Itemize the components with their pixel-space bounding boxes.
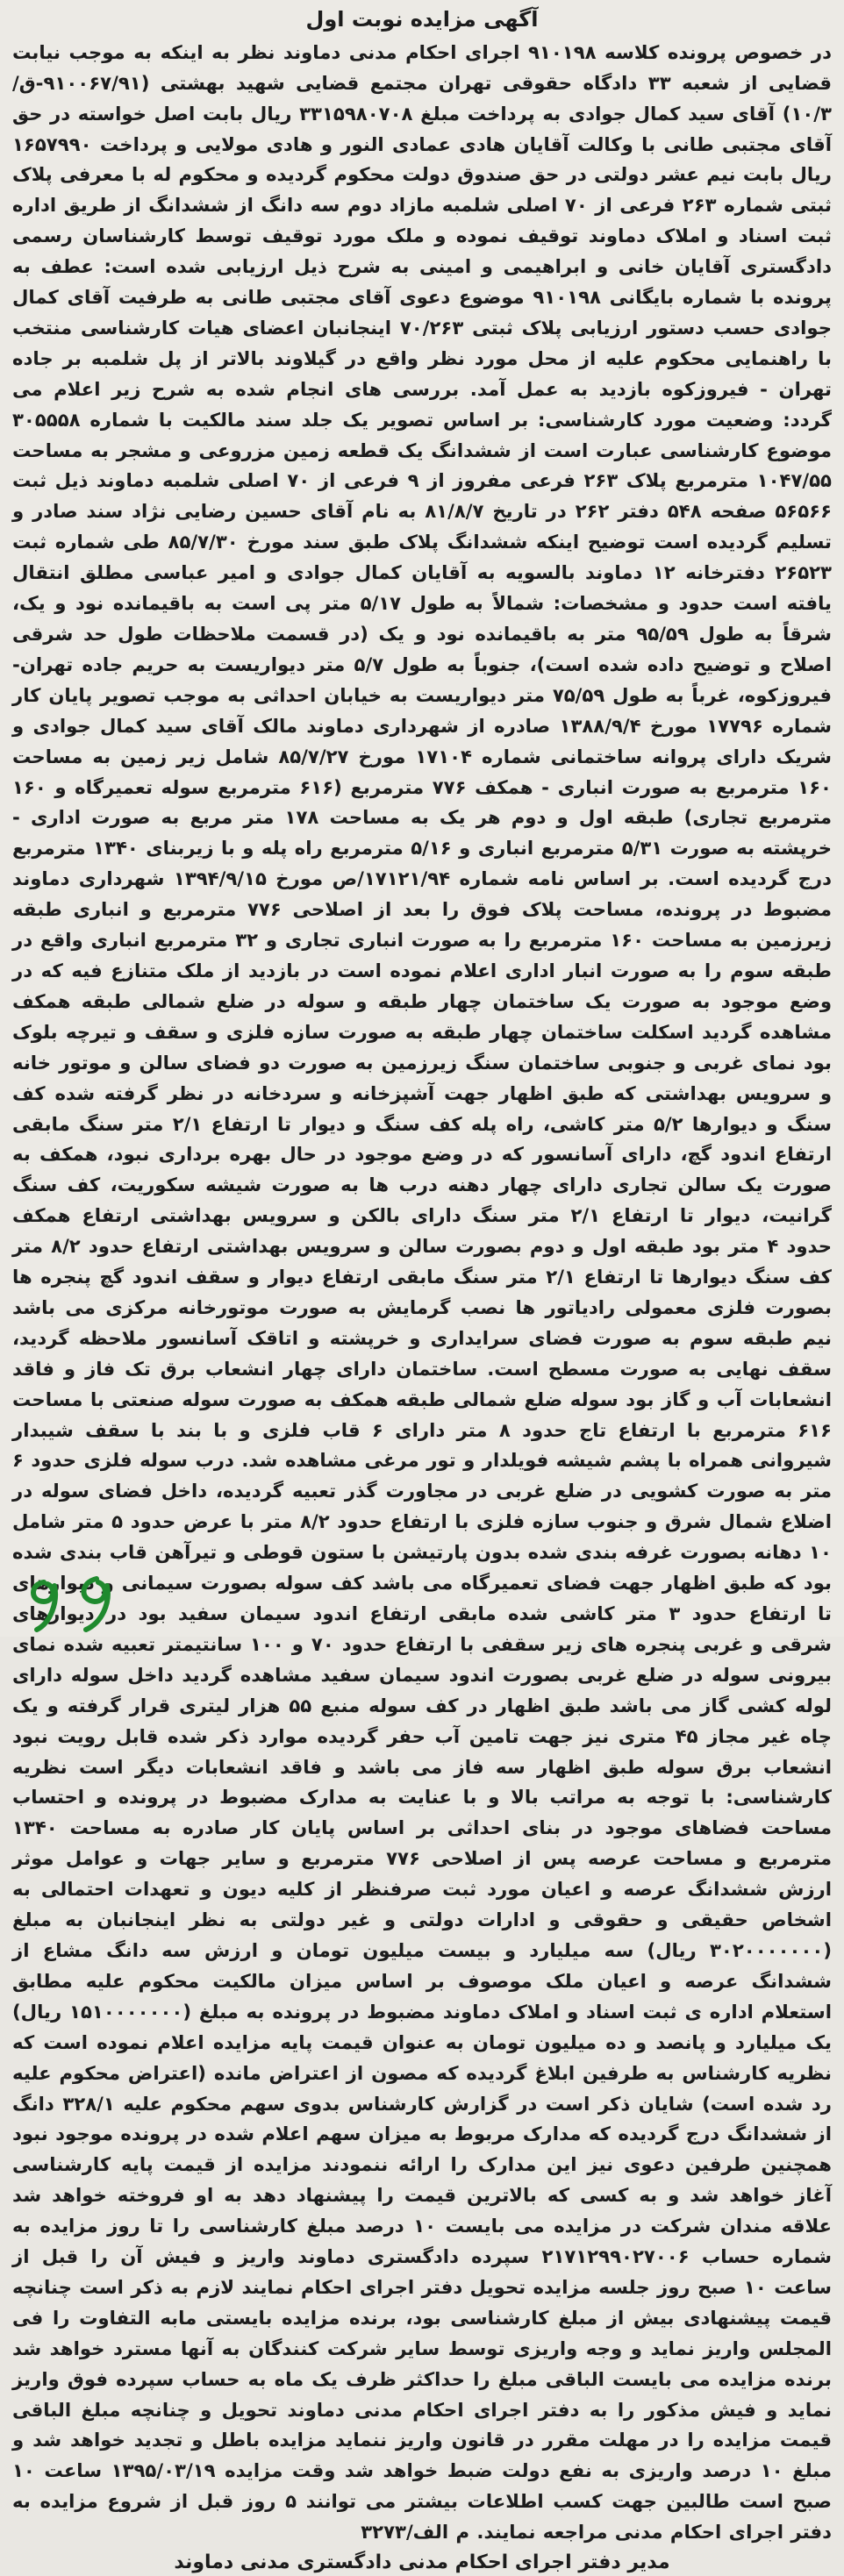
notice-body: در خصوص پرونده کلاسه ۹۱۰۱۹۸ اجرای احکام مدنی دماوند نظر به اینکه به موجب نیابت قضایی از شعبه ۳۳ دادگاه حقوقی تهران مجتمع قضایی شهید بهشتی (۹۱۰۰۶۷/۹۱-ق/۱۰/۳) آقای سید کمال جوادی به پرداخت مبلغ ۳۳۱۵۹۸۰۷۰۸ ریال بابت اصل خواسته در حق آقای مجتبی طانی با وکالت آقایان هادی عمادی النور و هادی مولایی و پرداخت ۱۶۵۷۹۹۰ ریال بابت نیم عشر دولتی در حق صندوق دولت محکوم گردیده و محکوم له با معرفی پلاک ثبتی شماره ۲۶۳ فرعی از ۷۰ اصلی شلمبه مازاد دوم سه دانگ از ششدانگ از طریق اداره ثبت اسناد و املاک دماوند توقیف نموده و ملک مورد توقیف توسط کارشناسان رسمی دادگستری آقایان خانی و ابراهیمی و امینی به شرح ذیل ارزیابی شده است: عطف به پرونده با شماره بایگانی ۹۱۰۱۹۸ موضوع دعوی آقای مجتبی طانی به طرفیت آقای کمال جوادی حسب دستور ارزیابی پلاک ثبتی ۷۰/۲۶۳ اینجانبان اعضای هیات کارشناسی منتخب با راهنمایی محکوم علیه از محل مورد نظر واقع در گیلاوند بالاتر از پل شلمبه بر جاده تهران - فیروزکوه بازدید به عمل آمد. بررسی های انجام شده به شرح زیر اعلام می گردد: وضعیت مورد کارشناسی: بر اساس تصویر یک جلد سند مالکیت با شماره ۳۰۵۵۵۸ موضوع کارشناسی عبارت است از ششدانگ یک قطعه زمین مزروعی و مشجر به مساحت ۱۰۴۷/۵۵ مترمربع پلاک ۲۶۳ فرعی مفروز از ۹ فرعی از ۷۰ اصلی شلمبه دماوند ذیل ثبت ۵۶۵۶۶ صفحه ۵۴۸ دفتر ۲۶۲ در تاریخ ۸۱/۸/۷ به نام آقای حسین رضایی نژاد سند صادر و تسلیم گردیده است توضیح اینکه ششدانگ پلاک طبق سند مورخ ۸۵/۷/۳۰ طی شماره ثبت ۲۶۵۲۳ دفترخانه ۱۲ دماوند بالسویه به آقایان کمال جوادی و امیر عباسی مطلق انتقال یافته است حدود و مشخصات: شمالاً به طول ۵/۱۷ متر پی است به باقیمانده نود و یک، شرقاً به طول ۹۵/۵۹ متر به باقیمانده نود و یک (در قسمت ملاحظات طول حد شرقی اصلاح و توضیح داده شده است)، جنوباً به طول ۵/۷ متر دیواریست به حریم جاده تهران- فیروزکوه، غرباً به طول ۷۵/۵۹ متر دیواریست به خیابان احداثی به موجب تصویر پایان کار شماره ۱۷۷۹۶ مورخ ۱۳۸۸/۹/۴ صادره از شهرداری دماوند مالک آقای سید کمال جوادی و شریک دارای پروانه ساختمانی شماره ۱۷۱۰۴ مورخ ۸۵/۷/۲۷ شامل زیر زمین به مساحت ۱۶۰ مترمربع به صورت انباری - همکف ۷۷۶ مترمربع (۶۱۶ مترمربع سوله تعمیرگاه و ۱۶۰ مترمربع تجاری) طبقه اول و دوم هر یک به مساحت ۱۷۸ متر مربع به صورت اداری - خرپشته به صورت ۵/۳۱ مترمربع انباری و ۵/۱۶ مترمربع راه پله و با زیربنای ۱۳۴۰ مترمربع درج گردیده است. بر اساس نامه شماره ۱۷۱۲۱/۹۴/ص مورخ ۱۳۹۴/۹/۱۵ شهرداری دماوند مضبوط در پرونده، مساحت پلاک فوق را بعد از اصلاحی ۷۷۶ مترمربع و انباری طبقه زیرزمین به مساحت ۱۶۰ مترمربع را به صورت انباری تجاری و ۳۲ مترمربع انباری واقع در طبقه سوم را به صورت انبار اداری اعلام نموده است در بازدید از ملک متنازع فیه که در وضع موجود به صورت یک ساختمان چهار طبقه و سوله در ضلع شمالی طبقه همکف مشاهده گردید اسکلت ساختمان چهار طبقه به صورت سازه فلزی و سقف و تیرچه بلوک بود نمای غربی و جنوبی ساختمان سنگ زیرزمین به صورت دو فضای سالن و موتور خانه و سرویس بهداشتی که طبق اظهار جهت آشپزخانه و سردخانه در نظر گرفته شده کف سنگ و دیوارها ۵/۲ متر کاشی، راه پله کف سنگ و دیوار تا ارتفاع ۲/۱ متر سنگ مابقی ارتفاع اندود گچ، دارای آسانسور که در وضع موجود در حال بهره برداری نبود، همکف به صورت یک سالن تجاری دارای چهار دهنه درب ها به صورت شیشه سکوریت، کف سنگ گرانیت، دیوار تا ارتفاع ۲/۱ متر سنگ دارای بالکن و سرویس بهداشتی ارتفاع همکف حدود ۴ متر بود طبقه اول و دوم بصورت سالن و سرویس بهداشتی ارتفاع حدود ۸/۲ متر کف سنگ دیوارها تا ارتفاع ۲/۱ متر سنگ مابقی ارتفاع دیوار و سقف اندود گچ پنجره ها بصورت فلزی معمولی رادیاتور ها نصب گرمایش به صورت موتورخانه مرکزی می باشد نیم طبقه سوم به صورت فضای سرایداری و خرپشته و اتاقک آسانسور ملاحظه گردید، سقف نهایی به صورت مسطح است. ساختمان دارای چهار انشعاب برق تک فاز و فاقد انشعابات آب و گاز بود سوله ضلع شمالی طبقه همکف به صورت سوله صنعتی با مساحت ۶۱۶ مترمربع با ارتفاع تاج حدود ۸ متر دارای ۶ قاب فلزی و با بند با سقف شیبدار شیروانی همراه با پشم شیشه فویلدار و تور مرغی مشاهده شد. درب سوله فلزی حدود ۶ متر به صورت کشویی در ضلع غربی در مجاورت گذر تعبیه گردیده، داخل فضای سوله در اضلاع شمال شرق و جنوب سازه فلزی با ارتفاع حدود ۸/۲ متر با عرض حدود ۵ متر شامل ۱۰ دهانه بصورت غرفه بندی شده بدون پارتیشن با ستون قوطی و تیرآهن قاب بندی شده بود که طبق اظهار جهت فضای تعمیرگاه می باشد کف سوله بصورت سیمانی و دیوارهای تا ارتفاع حدود ۳ متر کاشی شده مابقی ارتفاع اندود سیمان سفید بود در دیوارهای شرقی و غربی پنجره های زیر سقفی با ارتفاع حدود ۷۰ و ۱۰۰ سانتیمتر تعبیه شده نمای بیرونی سوله در ضلع غربی بصورت اندود سیمان سفید مشاهده گردید داخل سوله دارای لوله کشی گاز می باشد طبق اظهار در کف سوله منبع ۵۵ هزار لیتری قرار گرفته و یک چاه غیر مجاز ۴۵ متری نیز جهت تامین آب حفر گردیده موارد ذکر شده قابل رویت نبود انشعاب برق سوله طبق اظهار سه فاز می باشد و فاقد انشعابات دیگر است نظریه کارشناسی: با توجه به مراتب بالا و با عنایت به مدارک مضبوط در پرونده و احتساب مساحت فضاهای موجود در بنای احداثی بر اساس پایان کار صادره به مساحت ۱۳۴۰ مترمربع و مساحت عرصه پس از اصلاحی ۷۷۶ مترمربع و سایر جهات و عوامل موثر ارزش ششدانگ عرصه و اعیان مورد ثبت صرفنظر از کلیه دیون و تعهدات احتمالی به اشخاص حقیقی و حقوقی و ادارات دولتی و غیر دولتی به نظر اینجانبان به مبلغ (۳۰۲۰۰۰۰۰۰۰ ریال) سه میلیارد و بیست میلیون تومان و ارزش سه دانگ مشاع از ششدانگ عرصه و اعیان ملک موصوف بر اساس میزان مالکیت محکوم علیه مطابق استعلام اداره ی ثبت اسناد و املاک دماوند مضبوط در پرونده به مبلغ (۱۵۱۰۰۰۰۰۰۰ ریال) یک میلیارد و پانصد و ده میلیون تومان به عنوان قیمت پایه مزایده اعلام نموده است که نظریه کارشناس به طرفین ابلاغ گردیده که مصون از اعتراض مانده (اعتراض محکوم علیه رد شده است) شایان ذکر است در گزارش کارشناس بدوی سهم محکوم علیه ۳۲۸/۱ دانگ از ششدانگ درج گردیده که مدارک مربوط به میزان سهم اعلام شده در پرونده موجود نبود همچنین طرفین دعوی نیز این مدارک را ارائه ننمودند مزایده از قیمت پایه کارشناسی آغاز خواهد شد و به کسی که بالاترین قیمت را پیشنهاد دهد به او فروخته خواهد شد علاقه مندان شرکت در مزایده می بایست ۱۰ درصد مبلغ کارشناسی را تا روز مزایده به شماره حساب ۲۱۷۱۲۹۹۰۲۷۰۰۶ سپرده دادگستری دماوند واریز و فیش آن را قبل از ساعت ۱۰ صبح روز جلسه مزایده تحویل دفتر اجرای احکام نمایند لازم به ذکر است چنانچه قیمت پیشنهادی بیش از مبلغ کارشناسی بود، برنده مزایده بایستی مابه التفاوت را فی المجلس واریز نماید و وجه واریزی توسط سایر شرکت کنندگان به آنها مسترد خواهد شد برنده مزایده می بایست الباقی مبلغ را حداکثر ظرف یک ماه به حساب سپرده فوق واریز نماید و فیش مذکور را به دفتر اجرای احکام مدنی دماوند تحویل و چنانچه مبلغ الباقی قیمت مزایده را در مهلت مقرر در قانون واریز ننماید مزایده باطل و تجدید خواهد شد و مبلغ ۱۰ درصد واریزی به نفع دولت ضبط خواهد شد وقت مزایده ۱۳۹۵/۰۳/۱۹ ساعت ۱۰ صبح است طالبین جهت کسب اطلاعات بیشتر می توانند ۵ روز قبل از شروع مزایده به دفتر اجرای احکام مدنی مراجعه نمایند. م الف/۳۲۷۳ — [12, 40, 833, 2544]
handwritten-mark — [25, 1572, 147, 1633]
signature-line: مدیر دفتر اجرای احکام مدنی دادگستری مدنی دماوند — [174, 2551, 670, 2574]
handwritten-number-icon — [25, 1572, 147, 1633]
notice-title: آگهی مزایده نوبت اول — [305, 7, 539, 32]
